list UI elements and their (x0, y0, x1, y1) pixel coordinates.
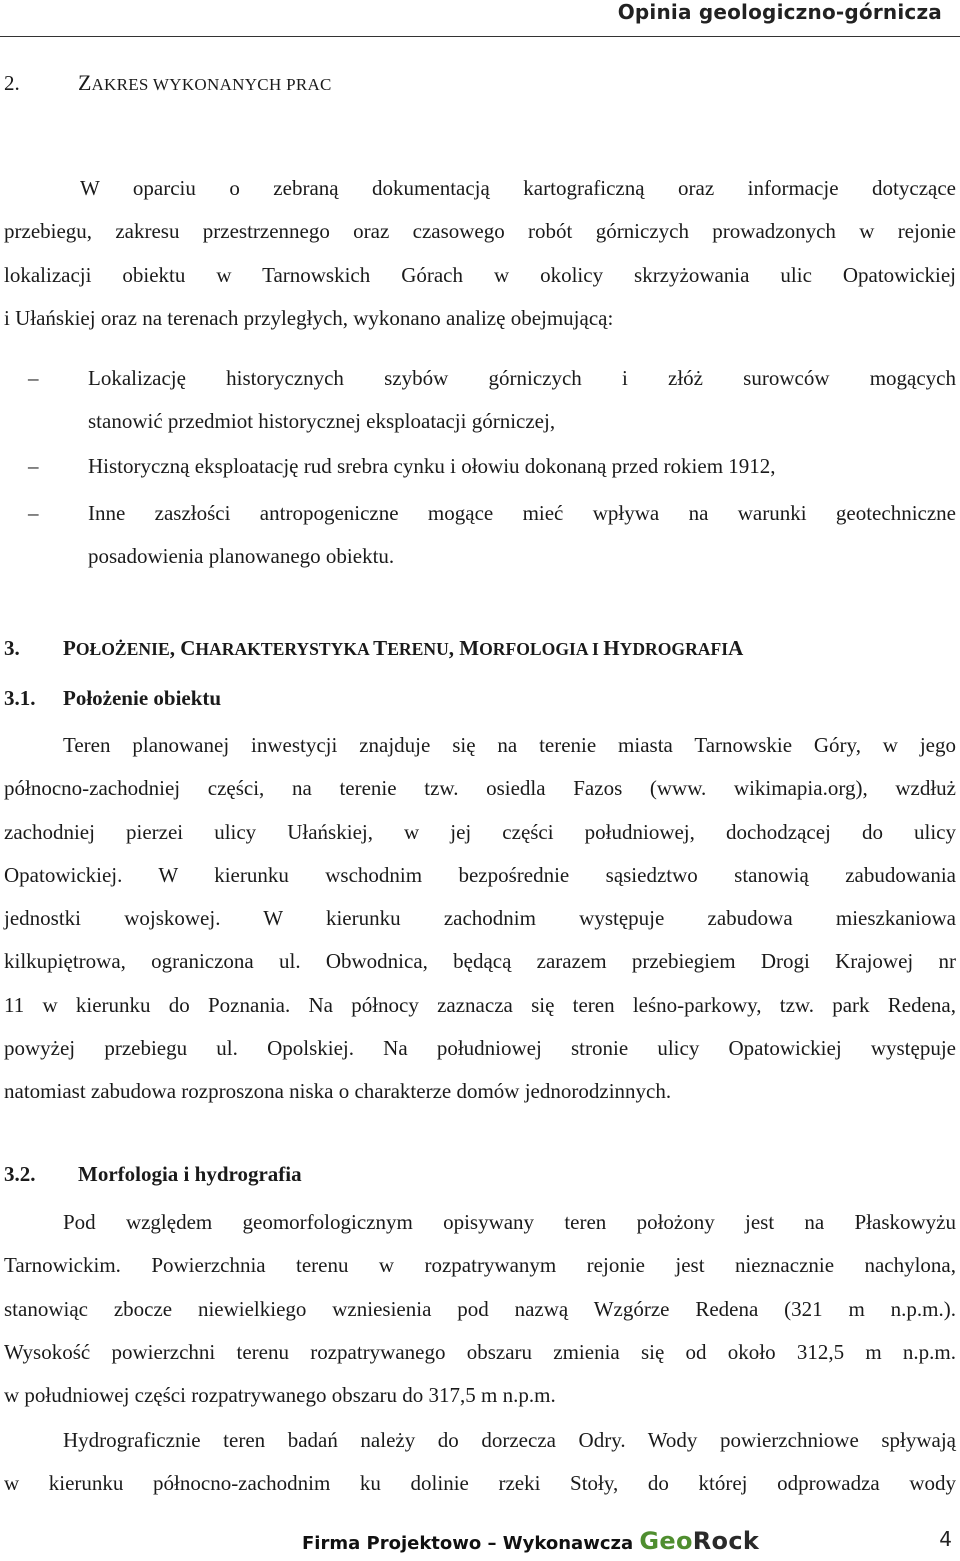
title-part: ORFOLOGIA I (479, 639, 604, 659)
paragraph-line: zachodniej pierzei ulicy Ułańskiej, w jej części południowej, dochodzącej do ulicy (4, 819, 956, 844)
section-3-number: 3. (4, 636, 20, 660)
paragraph-line: Pod względem geomorfologicznym opisywany teren położony jest na Płaskowyżu (63, 1210, 956, 1234)
bullet-dash: – (28, 501, 39, 525)
subsection-3-1-title: Położenie obiektu (63, 686, 222, 710)
paragraph-line: w kierunku północno-zachodnim ku dolinie rzeki Stoły, do której odprowadza wody (4, 1471, 956, 1496)
subsection-3-2-title: Morfologia i hydrografia (78, 1162, 302, 1186)
page-number: 4 (939, 1527, 952, 1551)
title-part: HARAKTERYSTYKA (195, 639, 374, 659)
paragraph-line: w południowej części rozpatrywanego obszaru do 317,5 m n.p.m. (4, 1383, 556, 1408)
paragraph-line: Teren planowanej inwestycji znajduje się na terenie miasta Tarnowskie Góry, w jego (63, 733, 956, 757)
title-part: ERENU (387, 639, 449, 659)
intro-line: i Ułańskiej oraz na terenach przyległych, wykonano analizę obejmującą: (4, 305, 614, 330)
subsection-3-1-heading (4, 686, 221, 711)
bullet-line: stanowić przedmiot historycznej eksploatacji górniczej, (88, 409, 556, 434)
paragraph-line: jednostki wojskowej. W kierunku zachodnim występuje zabudowa mieszkaniowa (4, 906, 956, 931)
subsection-3-1-number: 3.1. (4, 686, 36, 710)
bullet-line: posadowienia planowanego obiektu. (88, 544, 395, 569)
footer-company-name: Firma Projektowo – Wykonawcza (302, 1533, 640, 1554)
bullet-item (28, 492, 956, 579)
intro-line: W oparciu o zebraną dokumentacją kartograficzną oraz informacje dotyczące (80, 176, 956, 200)
title-part: YDROGRAFI (619, 639, 729, 659)
subsection-3-2-paragraph-2 (4, 1419, 956, 1506)
footer-company (302, 1527, 759, 1555)
title-part: H (603, 636, 620, 660)
section-2-title-initial: Z (78, 70, 92, 95)
section-2-heading (4, 70, 332, 96)
bullet-line: Inne zaszłości antropogeniczne mogące mieć wpływa na warunki geotechniczne (88, 501, 956, 525)
title-part: T (373, 636, 388, 660)
subsection-3-1-paragraph (4, 724, 956, 1114)
paragraph-line: Wysokość powierzchni terenu rozpatrywanego obszaru zmienia się od około 312,5 m n.p.m. (4, 1339, 956, 1364)
title-part: , C (169, 636, 196, 660)
paragraph-line: 11 w kierunku do Poznania. Na północy zaznacza się teren leśno-parkowy, tzw. park Redena, (4, 992, 956, 1017)
paragraph-line: kilkupiętrowa, ograniczona ul. Obwodnica, będącą zarazem przebiegiem Drogi Krajowej nr (4, 949, 956, 974)
bullet-line: Lokalizację historycznych szybów górniczych i złóż surowców mogących (88, 366, 956, 390)
georock-logo (639, 1527, 759, 1555)
bullet-item (28, 357, 956, 444)
paragraph-line: Tarnowickim. Powierzchnia terenu w rozpatrywanym rejonie jest nieznacznie nachylona, (4, 1253, 956, 1278)
section-3-heading (4, 636, 743, 661)
section-2-intro (4, 167, 956, 340)
section-2-title-rest: AKRES WYKONANYCH PRAC (91, 75, 332, 94)
title-part: , M (448, 636, 480, 660)
intro-line: lokalizacji obiektu w Tarnowskich Górach w okolicy skrzyżowania ulic Opatowickiej (4, 262, 956, 287)
paragraph-line: północno-zachodniej części, na terenie tzw. osiedla Fazos (www. wikimapia.org), wzdłuż (4, 776, 956, 801)
bullet-item (28, 445, 956, 488)
section-2-number: 2. (4, 71, 20, 95)
paragraph-line: powyżej przebiegu ul. Opolskiej. Na południowej stronie ulicy Opatowickiej występuje (4, 1036, 956, 1061)
paragraph-line: Hydrograficznie teren badań należy do dorzecza Odry. Wody powierzchniowe spływają (63, 1428, 956, 1452)
intro-line: przebiegu, zakresu przestrzennego oraz czasowego robót górniczych prowadzonych w rejonie (4, 219, 956, 244)
subsection-3-2-number: 3.2. (4, 1162, 36, 1186)
bullet-dash: – (28, 454, 39, 478)
title-part: A (728, 636, 744, 660)
subsection-3-2-heading (4, 1162, 302, 1187)
title-part: P (63, 636, 76, 660)
bullet-line: Historyczną eksploatację rud srebra cynku i ołowiu dokonaną przed rokiem 1912, (88, 454, 776, 478)
paragraph-line: Opatowickiej. W kierunku wschodnim bezpośrednie sąsiedztwo stanowią zabudowania (4, 862, 956, 887)
logo-geo: Geo (639, 1527, 693, 1555)
title-part: OŁOŻENIE (75, 639, 170, 659)
paragraph-line: stanowiąc zbocze niewielkiego wzniesienia pod nazwą Wzgórze Redena (321 m n.p.m.). (4, 1296, 956, 1321)
paragraph-line: natomiast zabudowa rozproszona niska o charakterze domów jednorodzinnych. (4, 1079, 672, 1104)
page-header-title: Opinia geologiczno-górnicza (617, 0, 942, 24)
logo-rock: Rock (692, 1527, 760, 1555)
subsection-3-2-paragraph (4, 1201, 956, 1417)
header-divider (0, 36, 960, 37)
bullet-dash: – (28, 366, 39, 390)
